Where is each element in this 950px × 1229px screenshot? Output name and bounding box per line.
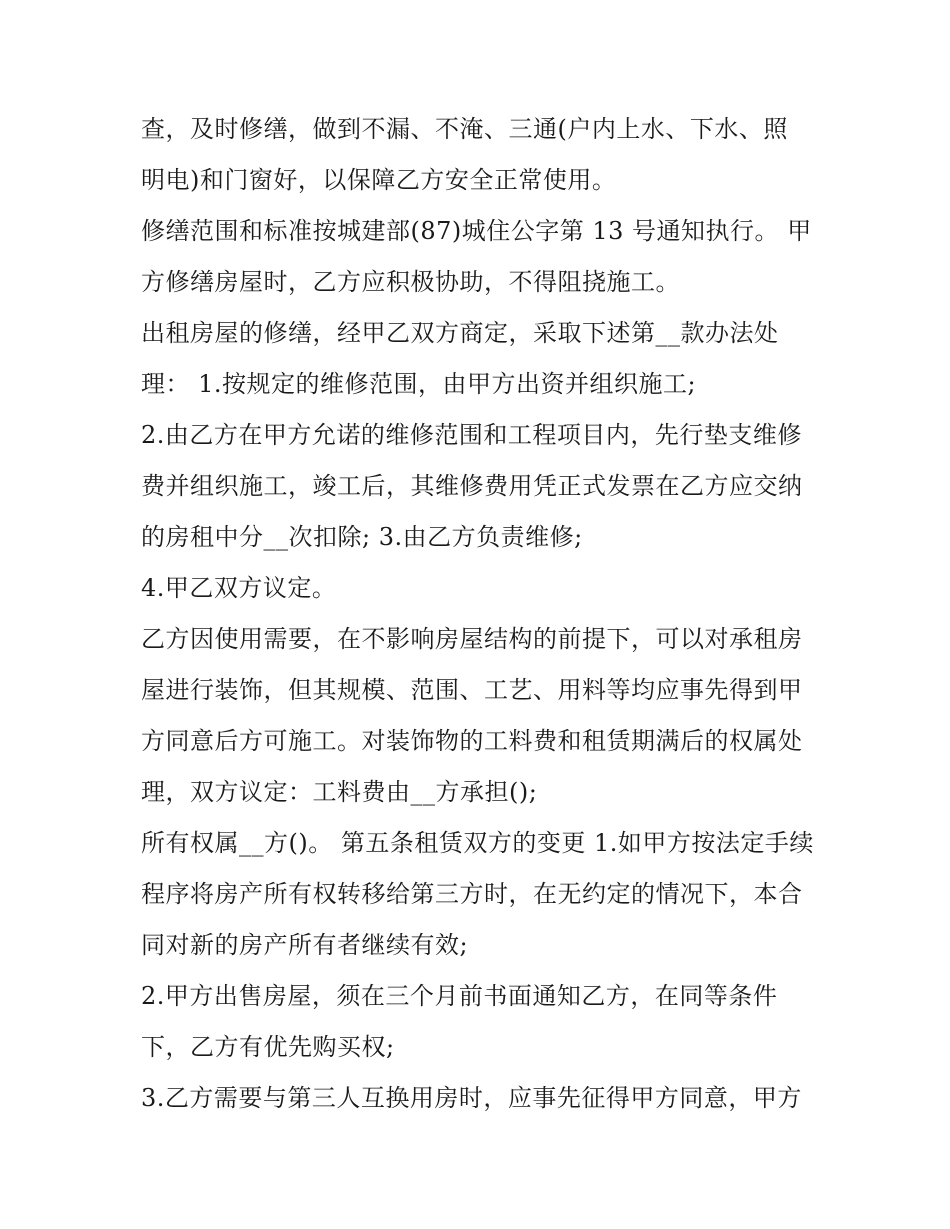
text-line: 出租房屋的修缮，经甲乙双方商定，采取下述第__款办法处 bbox=[141, 319, 779, 347]
text-line: 费并组织施工，竣工后，其维修费用凭正式发票在乙方应交纳 bbox=[141, 472, 803, 500]
text-line: 同对新的房产所有者继续有效; bbox=[141, 931, 469, 959]
text-line: 乙方因使用需要，在不影响房屋结构的前提下，可以对承租房 bbox=[141, 625, 803, 653]
text-line: 理，双方议定：工料费由__方承担(); bbox=[141, 778, 538, 806]
text-line: 明电)和门窗好，以保障乙方安全正常使用。 bbox=[141, 166, 617, 194]
text-line: 方修缮房屋时，乙方应积极协助，不得阻挠施工。 bbox=[141, 268, 680, 296]
text-line: 所有权属__方()。 第五条租赁双方的变更 1.如甲方按法定手续 bbox=[141, 829, 814, 857]
text-line: 2.由乙方在甲方允诺的维修范围和工程项目内，先行垫支维修 bbox=[141, 421, 802, 449]
text-line: 修缮范围和标准按城建部(87)城住公字第 13 号通知执行。 甲 bbox=[141, 217, 812, 245]
text-line: 2.甲方出售房屋，须在三个月前书面通知乙方，在同等条件 bbox=[141, 982, 778, 1010]
text-line: 下，乙方有优先购买权; bbox=[141, 1033, 395, 1061]
text-line: 屋进行装饰，但其规模、范围、工艺、用料等均应事先得到甲 bbox=[141, 676, 803, 704]
text-line: 方同意后方可施工。对装饰物的工料费和租赁期满后的权属处 bbox=[141, 727, 803, 755]
text-line: 3.乙方需要与第三人互换用房时，应事先征得甲方同意，甲方 bbox=[141, 1084, 802, 1112]
text-line: 程序将房产所有权转移给第三方时，在无约定的情况下，本合 bbox=[141, 880, 803, 908]
text-line: 4.甲乙双方议定。 bbox=[141, 574, 337, 602]
text-line: 查，及时修缮，做到不漏、不淹、三通(户内上水、下水、照 bbox=[141, 115, 788, 143]
text-line: 的房租中分__次扣除; 3.由乙方负责维修; bbox=[141, 523, 583, 551]
text-line: 理： 1.按规定的维修范围，由甲方出资并组织施工; bbox=[141, 370, 697, 398]
